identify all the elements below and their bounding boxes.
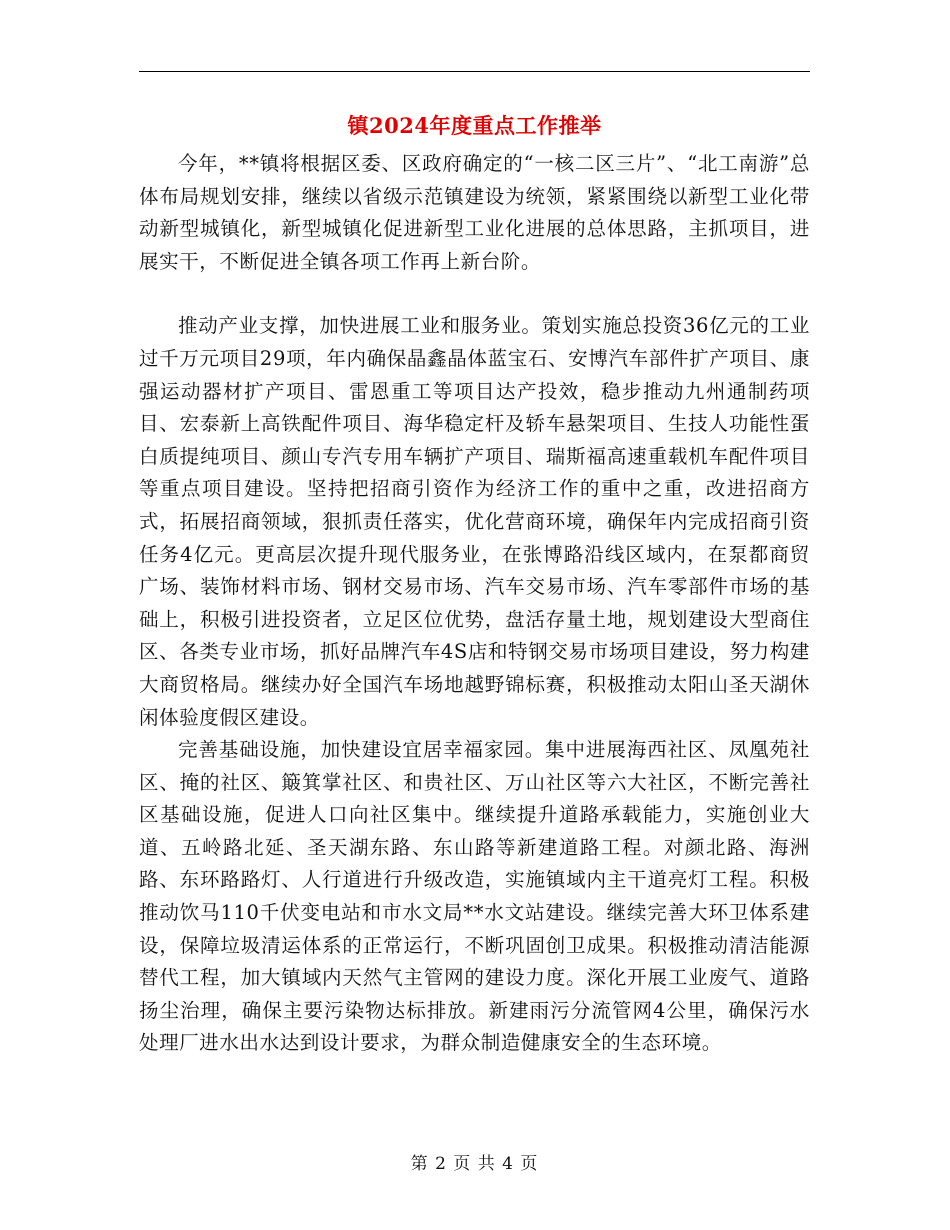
industry-paragraph: 推动产业支撑，加快进展工业和服务业。策划实施总投资36亿元的工业过千万元项目29项，年内确保晶鑫晶体蓝宝石、安博汽车部件扩产项目、康强运动器材扩产项目、雷恩重工等项目达产投效，稳步推动九州通制药项目、宏泰新上高铁配件项目、海华稳定杆及轿车悬架项目、生技人功能性蛋白质提纯项目、颜山专汽专用车辆扩产项目、瑞斯福高速重载机车配件项目等重点项目建设。坚持把招商引资作为经济工作的重中之重，改进招商方式，拓展招商领域，狠抓责任落实，优化营商环境，确保年内完成招商引资任务4亿元。更高层次提升现代服务业，在张博路沿线区域内，在泵都商贸广场、装饰材料市场、钢材交易市场、汽车交易市场、汽车零部件市场的基础上，积极引进投资者，立足区位优势，盘活存量土地，规划建设大型商住区、各类专业市场，抓好品牌汽车4S店和特钢交易市场项目建设，努力构建大商贸格局。继续办好全国汽车场地越野锦标赛，积极推动太阳山圣天湖休闲体验度假区建设。 <box>139 314 810 729</box>
header-rule <box>139 71 810 72</box>
document-title: 镇2024年度重点工作推举 <box>347 113 602 138</box>
page-number: 第 2 页 共 4 页 <box>410 1154 539 1174</box>
document-body <box>139 148 810 1060</box>
infrastructure-paragraph: 完善基础设施，加快建设宜居幸福家园。集中进展海西社区、凤凰苑社区、掩的社区、簸箕掌社区、和贵社区、万山社区等六大社区，不断完善社区基础设施，促进人口向社区集中。继续提升道路承载能力，实施创业大道、五岭路北延、圣天湖东路、东山路等新建道路工程。对颜北路、海洲路、东环路路灯、人行道进行升级改造，实施镇域内主干道亮灯工程。积极推动饮马110千伏变电站和市水文局**水文站建设。继续完善大环卫体系建设，保障垃圾清运体系的正常运行，不断巩固创卫成果。积极推动清洁能源替代工程，加大镇域内天然气主管网的建设力度。深化开展工业废气、道路扬尘治理，确保主要污染物达标排放。新建雨污分流管网4公里，确保污水处理厂进水出水达到设计要求，为群众制造健康安全的生态环境。 <box>139 738 810 1055</box>
intro-paragraph: 今年，**镇将根据区委、区政府确定的“一核二区三片”、“北工南游”总体布局规划安排，继续以省级示范镇建设为统领，紧紧围绕以新型工业化带动新型城镇化，新型城镇化促进新型工业化进展的总体思路，主抓项目，进展实干，不断促进全镇各项工作再上新台阶。 <box>139 152 810 273</box>
